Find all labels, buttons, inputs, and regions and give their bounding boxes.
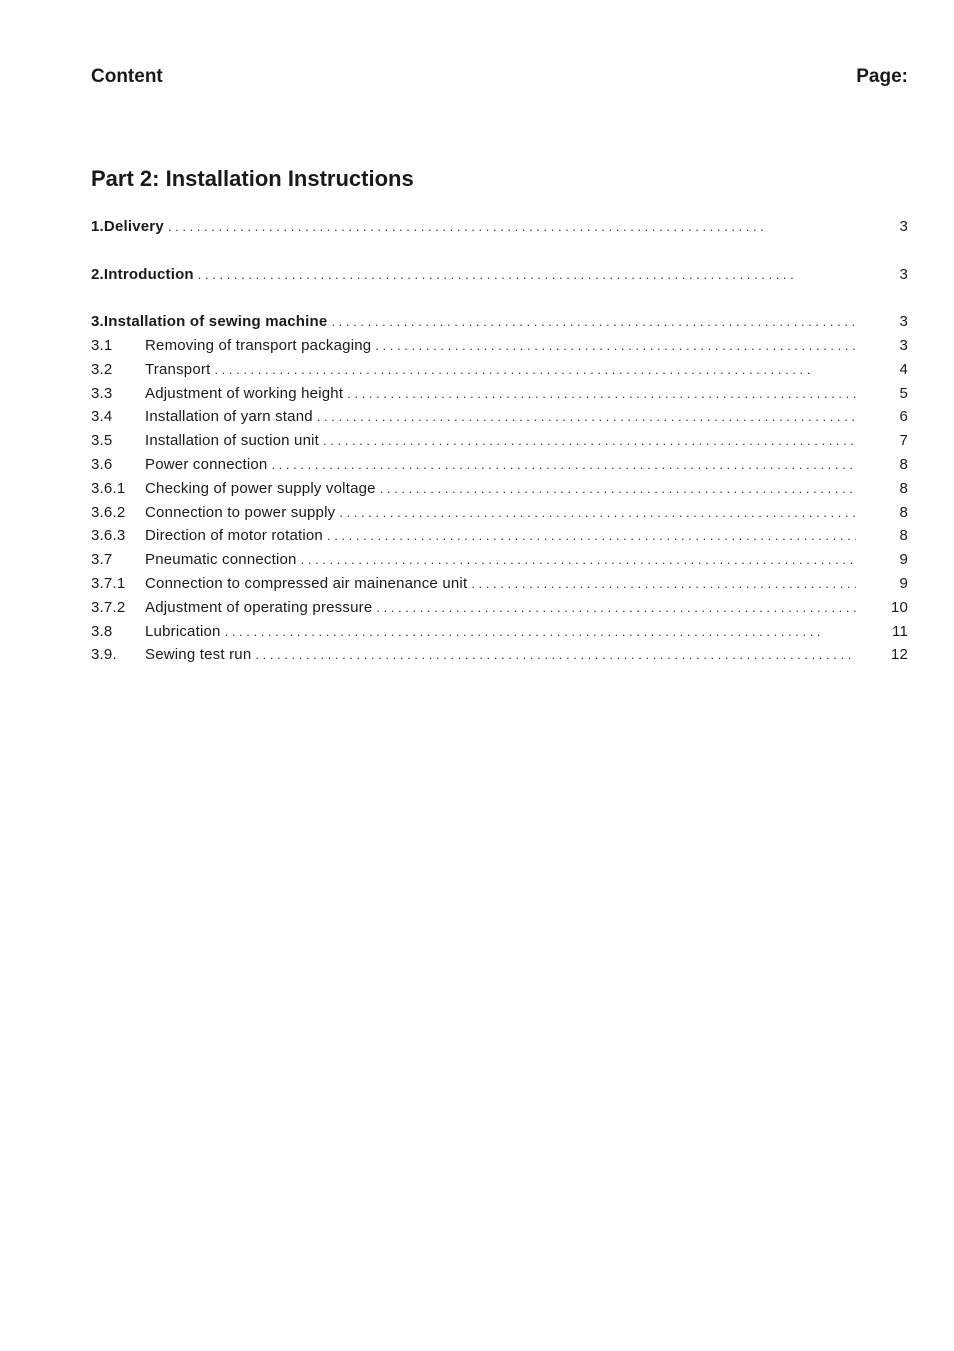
toc-entry-number: 3.6.3 xyxy=(91,527,126,545)
toc-entry-title: Direction of motor rotation xyxy=(145,527,323,545)
content-heading: Content xyxy=(91,66,163,87)
dot-leader xyxy=(323,433,856,448)
toc-entry xyxy=(91,456,908,480)
toc-entry-number: 3.1 xyxy=(91,336,113,354)
toc-entry-title: Installation of suction unit xyxy=(145,432,320,450)
dot-leader xyxy=(380,481,856,496)
toc-entry xyxy=(91,646,908,670)
toc-entry xyxy=(91,408,908,432)
toc-entry-page-number: 8 xyxy=(899,527,908,545)
toc-entry-page-number: 11 xyxy=(892,622,908,640)
toc-entry-page-number: 9 xyxy=(899,551,908,569)
toc-entry-title: Connection to power supply xyxy=(145,503,336,521)
toc-entry-title: Sewing test run xyxy=(145,646,252,664)
toc-entry-page-number: 12 xyxy=(890,646,908,664)
dot-leader xyxy=(317,409,856,424)
toc-entry-title: Lubrication xyxy=(145,622,221,640)
page-header xyxy=(91,66,908,88)
toc-entry-number: 3.8 xyxy=(91,622,113,640)
dot-leader xyxy=(331,314,856,329)
dot-leader xyxy=(255,647,856,662)
dot-leader xyxy=(214,362,856,377)
toc-entry xyxy=(91,218,908,242)
toc-entry-page-number: 8 xyxy=(899,455,908,473)
dot-leader xyxy=(376,600,856,615)
dot-leader xyxy=(471,576,856,591)
toc-entry-page-number: 4 xyxy=(899,360,908,378)
toc-entry-number: 3.6.2 xyxy=(91,503,126,521)
toc-entry-title: Adjustment of operating pressure xyxy=(145,598,373,616)
toc-entry-title: Connection to compressed air mainenance unit xyxy=(145,574,468,592)
dot-leader xyxy=(301,552,856,567)
toc-entry xyxy=(91,504,908,528)
page-column-heading: Page: xyxy=(856,66,908,87)
toc-entry xyxy=(91,599,908,623)
toc-entry-title: Power connection xyxy=(145,455,268,473)
part-title: Part 2: Installation Instructions xyxy=(91,166,414,191)
table-of-contents xyxy=(91,218,908,670)
toc-entry xyxy=(91,313,908,337)
dot-leader xyxy=(225,624,856,639)
toc-entry-page-number: 8 xyxy=(899,503,908,521)
toc-entry xyxy=(91,266,908,290)
toc-entry-number: 3.7 xyxy=(91,551,113,569)
toc-entry-title: Transport xyxy=(145,360,211,378)
toc-entry-page-number: 10 xyxy=(890,598,908,616)
toc-entry-title: Checking of power supply voltage xyxy=(145,479,376,497)
dot-leader xyxy=(327,528,856,543)
dot-leader xyxy=(375,338,856,353)
toc-entry-page-number: 6 xyxy=(899,408,908,426)
toc-entry xyxy=(91,551,908,575)
toc-entry-page-number: 3 xyxy=(899,336,908,354)
toc-entry-number: 3.3 xyxy=(91,384,113,402)
toc-entry-title: 1.Delivery xyxy=(91,218,164,235)
toc-entry-number: 3.9. xyxy=(91,646,117,664)
toc-entry-page-number: 9 xyxy=(899,574,908,592)
toc-entry-title: 3.Installation of sewing machine xyxy=(91,313,328,331)
toc-entry-title: Pneumatic connection xyxy=(145,551,297,569)
toc-entry-number: 3.2 xyxy=(91,360,113,378)
toc-entry-page-number: 5 xyxy=(899,384,908,402)
dot-leader xyxy=(339,505,856,520)
toc-entry xyxy=(91,385,908,409)
dot-leader xyxy=(168,219,856,234)
toc-entry-title: Installation of yarn stand xyxy=(145,408,313,426)
dot-leader xyxy=(347,386,856,401)
toc-entry-number: 3.7.2 xyxy=(91,598,126,616)
dot-leader xyxy=(198,267,856,282)
toc-entry-number: 3.4 xyxy=(91,408,113,426)
toc-entry-title: Adjustment of working height xyxy=(145,384,344,402)
toc-entry xyxy=(91,361,908,385)
toc-entry-number: 3.6 xyxy=(91,455,113,473)
toc-entry-number: 3.6.1 xyxy=(91,479,126,497)
toc-entry-number: 3.5 xyxy=(91,432,113,450)
toc-entry-number: 3.7.1 xyxy=(91,574,126,592)
toc-entry xyxy=(91,527,908,551)
toc-entry-page-number: 3 xyxy=(899,218,908,235)
toc-entry xyxy=(91,432,908,456)
toc-entry-title: Removing of transport packaging xyxy=(145,336,372,354)
toc-entry-page-number: 7 xyxy=(899,432,908,450)
dot-leader xyxy=(271,457,856,472)
toc-entry-page-number: 3 xyxy=(899,313,908,331)
toc-entry xyxy=(91,623,908,647)
toc-entry-page-number: 3 xyxy=(899,265,908,283)
toc-entry-page-number: 8 xyxy=(899,479,908,497)
toc-entry-title: 2.Introduction xyxy=(91,265,194,283)
toc-entry xyxy=(91,575,908,599)
toc-entry xyxy=(91,480,908,504)
toc-entry xyxy=(91,337,908,361)
